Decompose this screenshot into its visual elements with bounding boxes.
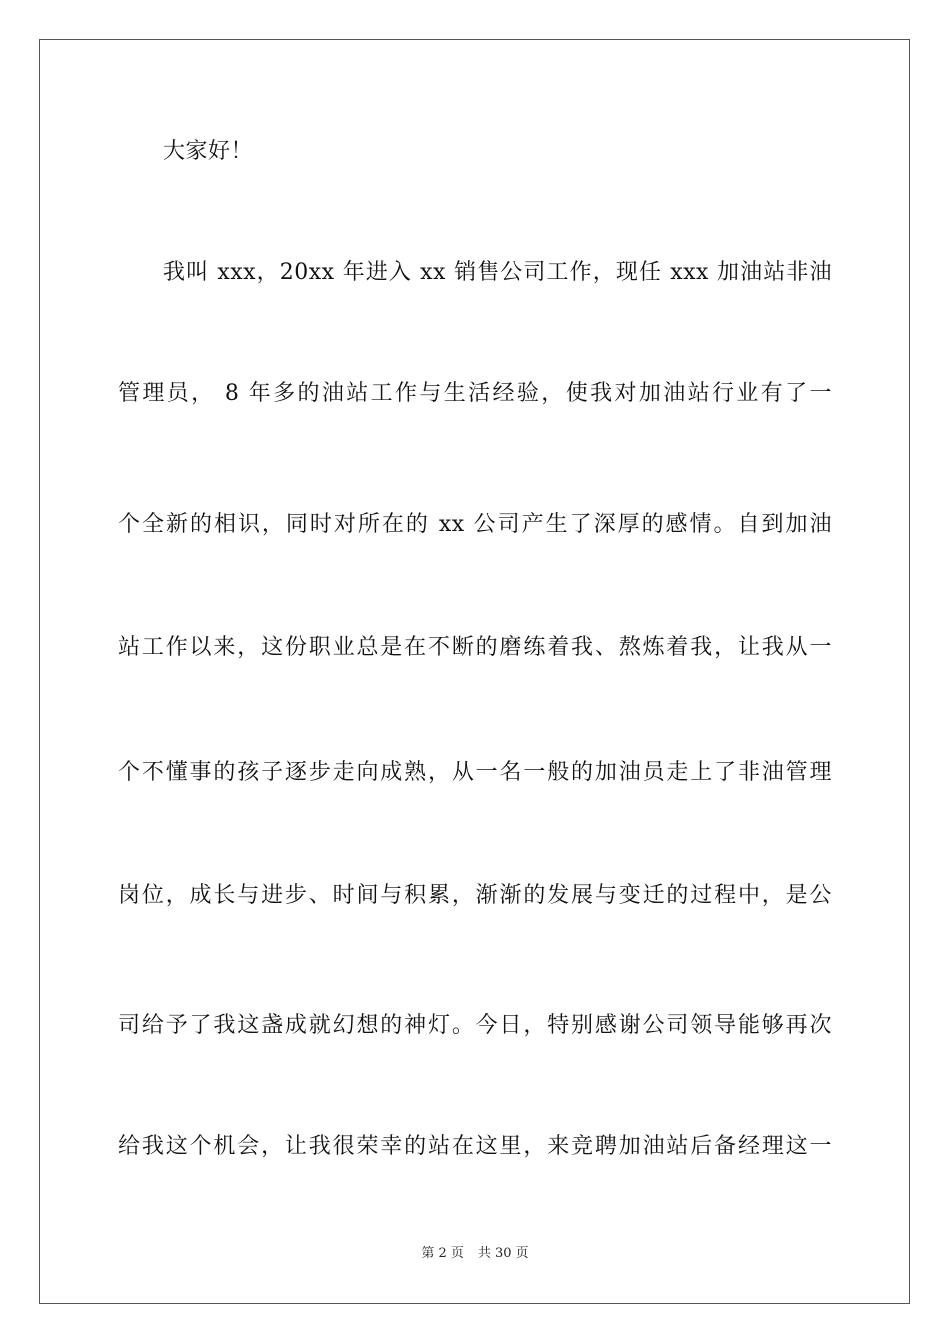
body-line-7: 司给予了我这盏成就幻想的神灯。今日，特别感谢公司领导能够再次 [118, 1013, 832, 1038]
greeting: 大家好！ [163, 139, 254, 164]
body-line-1: 我叫 xxx，20xx 年进入 xx 销售公司工作，现任 xxx 加油站非油 [163, 260, 832, 285]
page-number: 第 2 页 [421, 1246, 464, 1261]
body-line-5: 个不懂事的孩子逐步走向成熟，从一名一般的加油员走上了非油管理 [118, 760, 832, 785]
page-border [39, 39, 910, 1304]
body-line-2: 管理员， 8 年多的油站工作与生活经验，使我对加油站行业有了一 [118, 381, 832, 406]
page-footer [0, 1245, 950, 1263]
body-line-6: 岗位，成长与进步、时间与积累，渐渐的发展与变迁的过程中，是公 [118, 883, 832, 908]
body-line-3: 个全新的相识，同时对所在的 xx 公司产生了深厚的感情。自到加油 [118, 512, 832, 537]
body-line-4: 站工作以来，这份职业总是在不断的磨练着我、熬炼着我，让我从一 [118, 635, 832, 660]
page-total: 共 30 页 [477, 1246, 529, 1261]
body-line-8: 给我这个机会，让我很荣幸的站在这里，来竞聘加油站后备经理这一 [118, 1134, 832, 1159]
